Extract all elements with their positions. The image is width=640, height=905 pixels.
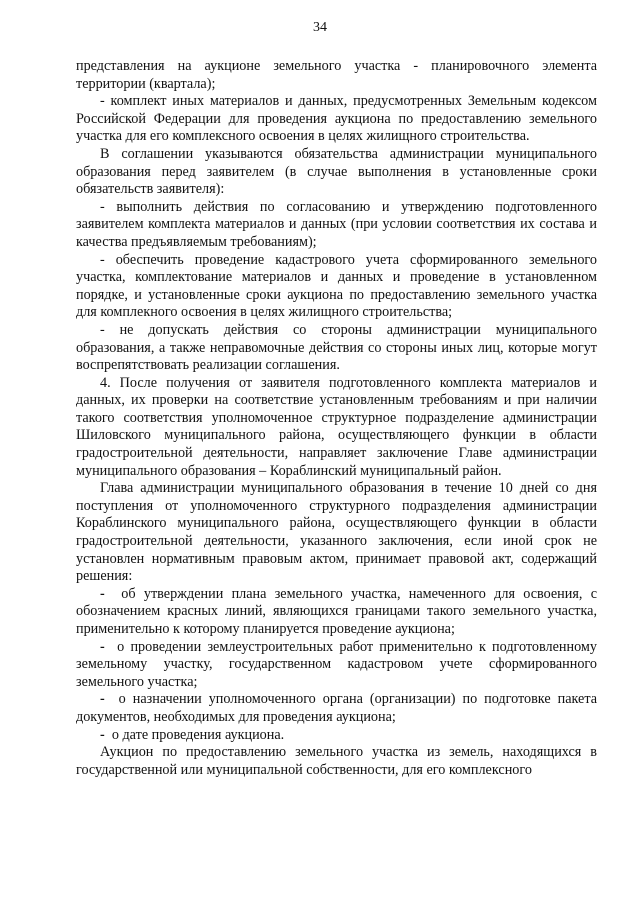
paragraph: Глава администрации муниципального образования в течение 10 дней со дня поступления от уполномоченного структурного подразделения администрации Кораблинского муниципального района, осуществляющего функции в области градостроительной деятельности, указанного заключения, если иной срок не установлен нормативным правовым актом, принимает правовой акт, содержащий решения: (76, 480, 597, 585)
list-item-text: об утверждении плана земельного участка, намеченного для освоения, с обозначением красных линий, являющихся границами такого земельного участка, применительно к которому планируется проведение аукциона; (76, 585, 597, 637)
list-item (76, 586, 597, 639)
list-item-text: о проведении землеустроительных работ применительно к подготовленному земельному участку, государственном кадастровом учете сформированного земельного участка; (76, 638, 597, 690)
paragraph: - выполнить действия по согласованию и утверждению подготовленного заявителем комплекта материалов и данных (при условии соответствия их состава и качества предъявляемым требованиям); (76, 198, 597, 250)
paragraph: представления на аукционе земельного участка - планировочного элемента территории (квартала); (76, 58, 597, 92)
list-dash: - (100, 691, 105, 708)
paragraph: 4. После получения от заявителя подготовленного комплекта материалов и данных, их проверки на соответствие установленным требованиям и при наличии такого соответствия уполномоченное структурное подразделение администрации Шиловского муниципального района, осуществляющего функции в области градостроительной деятельности, направляет заключение Главе администрации муниципального образования – Кораблинский муниципальный район. (76, 374, 597, 479)
list-dash: - (100, 638, 105, 655)
list-item-text: о дате проведения аукциона. (111, 726, 285, 743)
paragraph: Аукцион по предоставлению земельного участка из земель, находящихся в государственной или муниципальной собственности, для его комплексного (76, 744, 597, 778)
list-item-text: о назначении уполномоченного органа (организации) по подготовке пакета документов, необходимых для проведения аукциона; (76, 691, 598, 725)
paragraph: - обеспечить проведение кадастрового учета сформированного земельного участка, комплектование материалов и данных и проведение в установленном порядке, и установленные сроки аукциона по предоставлению земельного участка для комплекного освоения в целях жилищного строительства; (76, 251, 597, 321)
list-dash: - (100, 726, 105, 743)
document-body (76, 58, 597, 779)
list-item (76, 691, 597, 726)
list-item (76, 727, 597, 745)
list-dash: - (100, 585, 105, 602)
paragraph: - комплект иных материалов и данных, предусмотренных Земельным кодексом Российской Федерации для проведения аукциона по предоставлению земельного участка для его комплексного освоения в целях жилищного строительства. (76, 93, 597, 145)
paragraph: - не допускать действия со стороны администрации муниципального образования, а также неправомочные действия со стороны иных лиц, которые могут воспрепятствовать реализации соглашения. (76, 321, 597, 374)
list-item (76, 639, 597, 692)
paragraph: В соглашении указываются обязательства администрации муниципального образования перед заявителем (в случае выполнения в установленные сроки обязательств заявителя): (76, 145, 597, 198)
page-number: 34 (313, 20, 327, 35)
